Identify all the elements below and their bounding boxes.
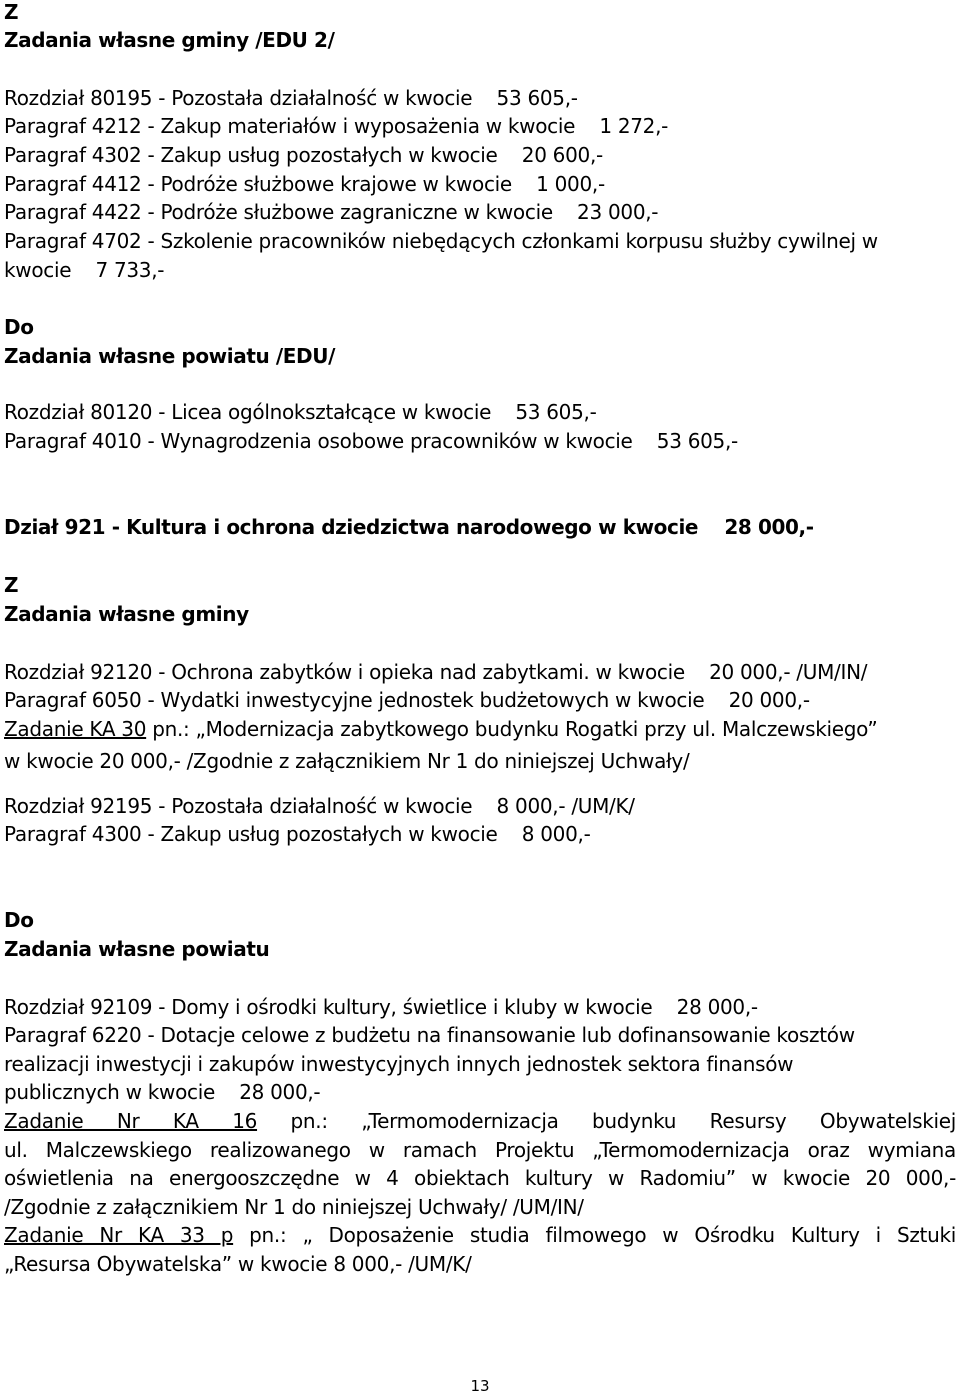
text-line: Paragraf 4302 - Zakup usług pozostałych w kwocie 20 600,- (4, 143, 603, 167)
text-line: Paragraf 4212 - Zakup materiałów i wyposażenia w kwocie 1 272,- (4, 114, 669, 138)
section-heading: Zadania własne powiatu /EDU/ (4, 344, 335, 368)
text-line: realizacji inwestycji i zakupów inwestycyjnych innych jednostek sektora finansów (4, 1052, 794, 1076)
text-line: Paragraf 4702 - Szkolenie pracowników niebędących członkami korpusu służby cywilnej w (4, 229, 878, 253)
task-text: pn.: „ Doposażenie studia filmowego w Ośrodku Kultury i Sztuki (233, 1223, 957, 1247)
task-line (4, 715, 956, 743)
text-line: Rozdział 92109 - Domy i ośrodki kultury, świetlice i kluby w kwocie 28 000,- (4, 995, 758, 1019)
section-marker: Z (4, 573, 19, 597)
text-line: Rozdział 92120 - Ochrona zabytków i opieka nad zabytkami. w kwocie 20 000,- /UM/IN/ (4, 660, 868, 684)
task-line (4, 1221, 956, 1249)
text-line: Paragraf 4300 - Zakup usług pozostałych w kwocie 8 000,- (4, 822, 591, 846)
text-line: Rozdział 80195 - Pozostała działalność w kwocie 53 605,- (4, 86, 578, 110)
text-line: ul. Malczewskiego realizowanego w ramach Projektu „Termomodernizacja oraz wymiana (4, 1138, 956, 1162)
task-text: pn.: „Modernizacja zabytkowego budynku Rogatki przy ul. Malczewskiego” (146, 717, 878, 741)
section-marker: Z (4, 0, 19, 24)
text-line: Paragraf 4412 - Podróże służbowe krajowe w kwocie 1 000,- (4, 172, 605, 196)
section-heading: Zadania własne gminy (4, 602, 249, 626)
text-line: Paragraf 6050 - Wydatki inwestycyjne jednostek budżetowych w kwocie 20 000,- (4, 688, 810, 712)
section-heading: Zadania własne gminy /EDU 2/ (4, 28, 335, 52)
task-label: Zadanie Nr KA 33 p (4, 1223, 234, 1247)
task-label: Zadanie KA 30 (4, 717, 147, 741)
dzial-heading: Dział 921 - Kultura i ochrona dziedzictwa narodowego w kwocie 28 000,- (4, 515, 814, 539)
text-line: Rozdział 80120 - Licea ogólnokształcące w kwocie 53 605,- (4, 400, 597, 424)
section-marker: Do (4, 315, 34, 339)
text-line: oświetlenia na energooszczędne w 4 obiektach kultury w Radomiu” w kwocie 20 000,- (4, 1166, 956, 1190)
task-label: Zadanie Nr KA 16 (4, 1109, 258, 1133)
text-line: „Resursa Obywatelska” w kwocie 8 000,- /UM/K/ (4, 1252, 472, 1276)
section-heading: Zadania własne powiatu (4, 937, 270, 961)
text-line: kwocie 7 733,- (4, 258, 165, 282)
text-line: Paragraf 6220 - Dotacje celowe z budżetu na finansowanie lub dofinansowanie kosztów (4, 1023, 855, 1047)
text-line: w kwocie 20 000,- /Zgodnie z załącznikiem Nr 1 do niniejszej Uchwały/ (4, 749, 690, 773)
task-text: pn.: „Termomodernizacja budynku Resursy Obywatelskiej (257, 1109, 956, 1133)
text-line: Rozdział 92195 - Pozostała działalność w kwocie 8 000,- /UM/K/ (4, 794, 635, 818)
text-line: Paragraf 4010 - Wynagrodzenia osobowe pracowników w kwocie 53 605,- (4, 429, 738, 453)
section-marker: Do (4, 908, 34, 932)
text-line: /Zgodnie z załącznikiem Nr 1 do niniejszej Uchwały/ /UM/IN/ (4, 1195, 584, 1219)
page-number: 13 (470, 1377, 490, 1395)
text-line: Paragraf 4422 - Podróże służbowe zagraniczne w kwocie 23 000,- (4, 200, 659, 224)
text-line: publicznych w kwocie 28 000,- (4, 1080, 321, 1104)
task-line (4, 1107, 956, 1135)
